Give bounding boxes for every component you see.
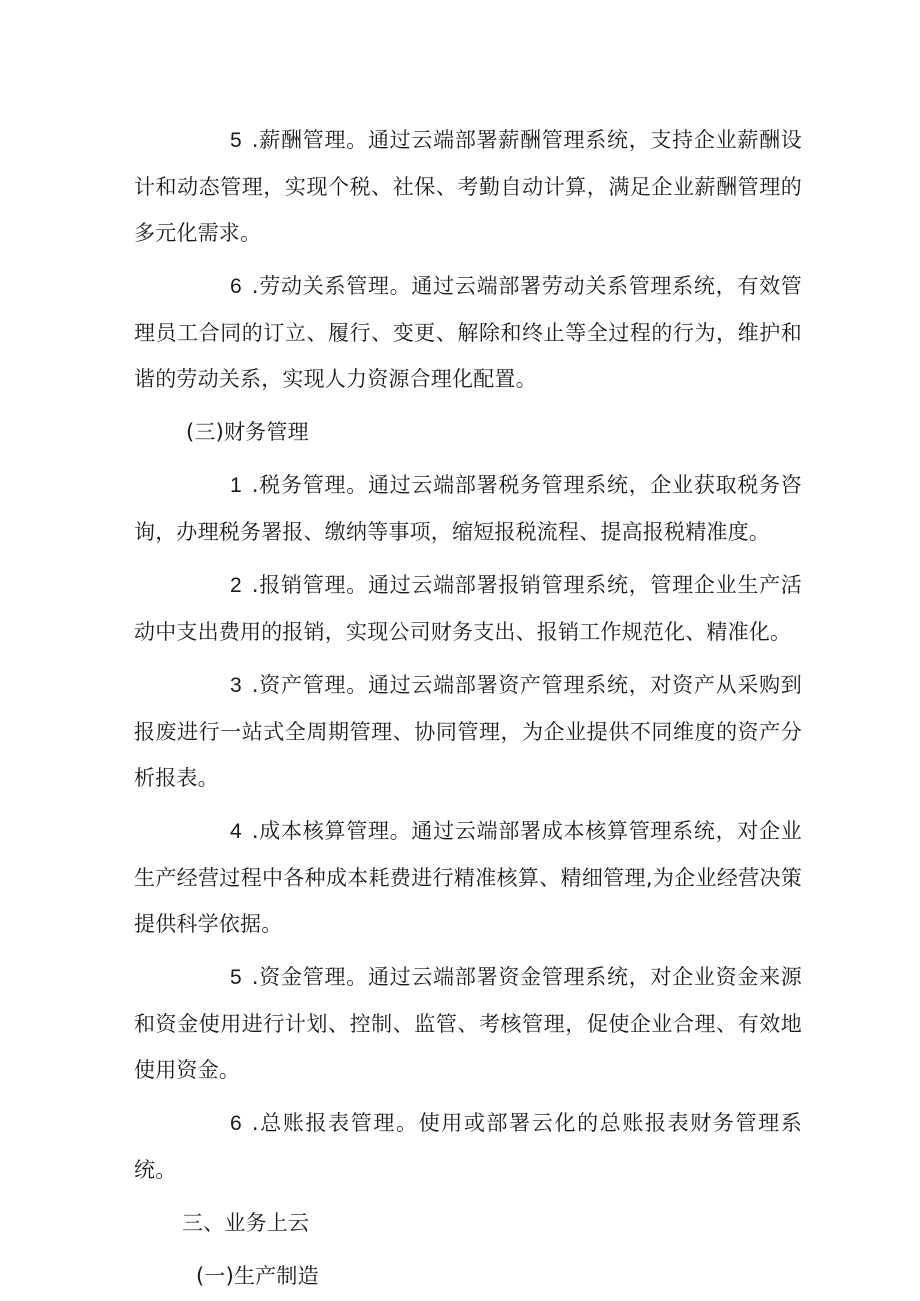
chapter-heading-business-cloud: 三、业务上云 — [182, 1211, 310, 1235]
item-number: 5 — [230, 129, 242, 152]
item-number: 6 — [230, 275, 242, 298]
paragraph-salary-management — [134, 117, 802, 256]
section-heading-manufacturing: (一)生产制造 — [196, 1264, 319, 1288]
paragraph-text: .报销管理。通过云端部署报销管理系统，管理企业生产活动中支出费用的报销，实现公司财务支出、报销工作规范化、精准化。 — [134, 573, 802, 644]
item-number: 4 — [230, 820, 242, 843]
paragraph-cost-accounting — [134, 808, 802, 947]
item-number: 2 — [230, 574, 242, 597]
paragraph-text: .成本核算管理。通过云端部署成本核算管理系统，对企业生产经营过程中各种成本耗费进行精准核算、精细管理,为企业经营决策提供科学依据。 — [134, 819, 802, 936]
paragraph-asset-management — [134, 662, 802, 801]
paragraph-fund-management — [134, 954, 802, 1093]
document-body — [134, 117, 802, 1299]
paragraph-labor-relations — [134, 263, 802, 402]
section-heading-finance: (三)财务管理 — [186, 420, 309, 444]
item-number: 5 — [230, 966, 242, 989]
item-number: 6 — [230, 1112, 242, 1135]
paragraph-reimbursement — [134, 562, 802, 655]
item-number: 1 — [230, 474, 242, 497]
paragraph-tax-management — [134, 462, 802, 555]
paragraph-text: .资产管理。通过云端部署资产管理系统，对资产从采购到报废进行一站式全周期管理、协同管理，为企业提供不同维度的资产分析报表。 — [134, 673, 802, 790]
paragraph-text: .总账报表管理。使用或部署云化的总账报表财务管理系统。 — [134, 1111, 802, 1182]
paragraph-text: .薪酬管理。通过云端部署薪酬管理系统，支持企业薪酬设计和动态管理，实现个税、社保、考勤自动计算，满足企业薪酬管理的多元化需求。 — [134, 128, 802, 245]
paragraph-text: .劳动关系管理。通过云端部署劳动关系管理系统，有效管理员工合同的订立、履行、变更、解除和终止等全过程的行为，维护和谐的劳动关系，实现人力资源合理化配置。 — [134, 274, 802, 391]
paragraph-general-ledger — [134, 1100, 802, 1193]
item-number: 3 — [230, 674, 242, 697]
paragraph-text: .资金管理。通过云端部署资金管理系统，对企业资金来源和资金使用进行计划、控制、监管、考核管理，促使企业合理、有效地使用资金。 — [134, 965, 802, 1082]
paragraph-text: .税务管理。通过云端部署税务管理系统，企业获取税务咨询，办理税务署报、缴纳等事项，缩短报税流程、提高报税精准度。 — [134, 473, 802, 544]
